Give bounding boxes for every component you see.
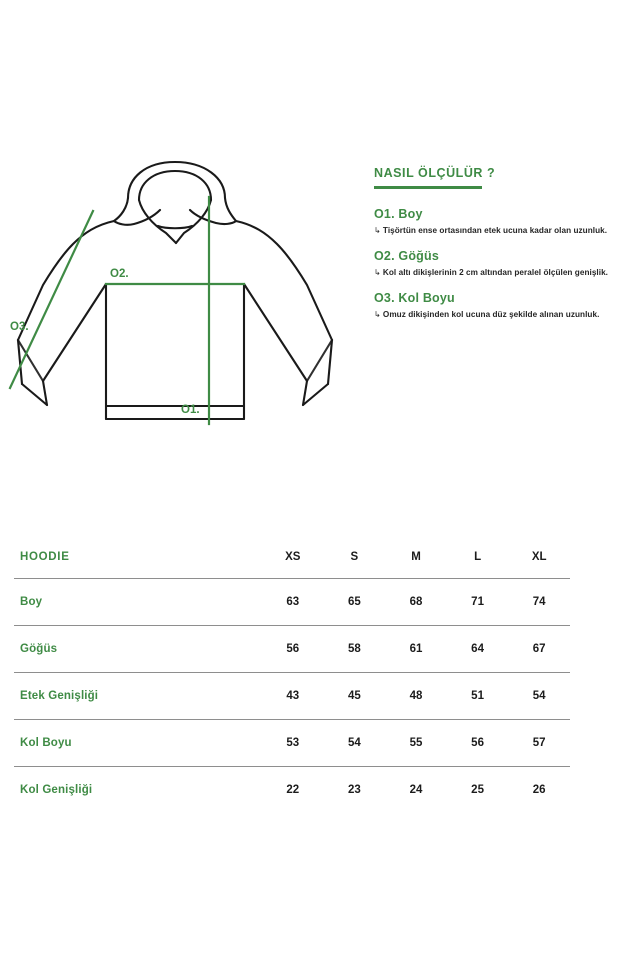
cell-boy-xl: 74 [508, 579, 570, 626]
cell-etek-xs: 43 [262, 673, 324, 720]
cell-kol-boyu-xl: 57 [508, 720, 570, 767]
neckline-path [158, 226, 192, 228]
cell-boy-m: 68 [385, 579, 447, 626]
cell-kol-genisligi-xs: 22 [286, 784, 300, 796]
measurement-labels-group [10, 268, 200, 416]
right-sleeve-outer-path [236, 221, 332, 340]
guide-item-o1-desc [374, 226, 626, 236]
cell-gogus-s: 58 [324, 626, 386, 673]
cell-etek-l: 51 [447, 673, 509, 720]
cell-gogus-xs: 56 [262, 626, 324, 673]
guide-item-o2-desc-text: Kol altı dikişlerinin 2 cm altından peralel ölçülen genişlik. [382, 267, 609, 277]
hoodie-outline-group [18, 162, 332, 419]
label-o1: O1. [181, 404, 200, 416]
hood-left-outer-path [114, 198, 160, 225]
guide-item-o1 [374, 207, 626, 236]
cell-gogus-l: 64 [447, 626, 509, 673]
cell-kol-boyu-l: 56 [447, 720, 509, 767]
guide-item-o1-desc-text: Tişörtün ense ortasından etek ucuna kadar olan uzunluk. [382, 225, 608, 235]
hoodie-diagram-svg [0, 140, 350, 440]
cell-kol-genisligi-xl: 26 [532, 784, 546, 796]
guide-item-o3-desc-text: Omuz dikişinden kol ucuna düz şekilde alınan uzunluk. [382, 310, 600, 319]
cell-etek-m: 48 [385, 673, 447, 720]
size-chart-table [14, 536, 570, 813]
size-header-l: L [447, 536, 509, 579]
cell-boy-s: 65 [324, 579, 386, 626]
row-label-kol-boyu: Kol Boyu [14, 720, 262, 767]
cell-kol-genisligi-l: 25 [471, 784, 484, 796]
cell-gogus-xl: 67 [508, 626, 570, 673]
arrow-icon: ↳ [374, 267, 381, 277]
product-label-header: HOODIE [14, 536, 262, 579]
hood-inner-path [139, 171, 211, 200]
table-row [14, 626, 570, 673]
label-o3: O3. [10, 321, 29, 333]
cell-kol-genisligi-m: 24 [409, 784, 423, 796]
hood-v-left-path [139, 200, 176, 243]
size-header-xs: XS [262, 536, 324, 579]
measure-line-o3 [10, 211, 93, 388]
arrow-icon: ↳ [374, 310, 381, 319]
cell-boy-l: 71 [447, 579, 509, 626]
arrow-icon: ↳ [374, 225, 381, 235]
size-header-s: S [324, 536, 386, 579]
cell-etek-s: 45 [324, 673, 386, 720]
cell-boy-xs: 63 [262, 579, 324, 626]
hood-v-right-path [176, 200, 211, 243]
guide-title: NASIL ÖLÇÜLÜR ? [374, 166, 496, 180]
hoodie-illustration [0, 140, 350, 440]
guide-item-o3-title: O3. Kol Boyu [374, 291, 455, 305]
size-header-xl: XL [508, 536, 570, 579]
cell-kol-boyu-s: 54 [324, 720, 386, 767]
table-row [14, 720, 570, 767]
right-sleeve-inner-path [244, 284, 307, 381]
table-row [14, 767, 570, 814]
row-label-etek-genisligi: Etek Genişliği [14, 673, 262, 720]
guide-item-o3 [374, 291, 626, 320]
table-row [14, 673, 570, 720]
measurement-guide-panel [374, 166, 626, 333]
guide-item-o2 [374, 249, 626, 278]
cell-kol-genisligi-s: 23 [347, 784, 361, 796]
left-sleeve-outer-path [18, 221, 114, 340]
guide-item-o2-desc [374, 268, 626, 278]
guide-item-o1-title: O1. Boy [374, 206, 423, 221]
table-row [14, 579, 570, 626]
table-header-row [14, 536, 570, 579]
size-header-m: M [385, 536, 447, 579]
row-label-kol-genisligi: Kol Genişliği [20, 784, 93, 796]
label-o2: O2. [110, 268, 129, 280]
cell-kol-boyu-m: 55 [385, 720, 447, 767]
size-chart-table-container [14, 536, 570, 813]
cell-gogus-m: 61 [385, 626, 447, 673]
guide-title-underline [374, 186, 482, 189]
row-label-boy: Boy [14, 579, 262, 626]
guide-item-o3-desc [374, 310, 626, 320]
cell-kol-boyu-xs: 53 [262, 720, 324, 767]
cell-etek-xl: 54 [508, 673, 570, 720]
guide-item-o2-title: O2. Göğüs [374, 248, 440, 263]
row-label-gogus: Göğüs [14, 626, 262, 673]
